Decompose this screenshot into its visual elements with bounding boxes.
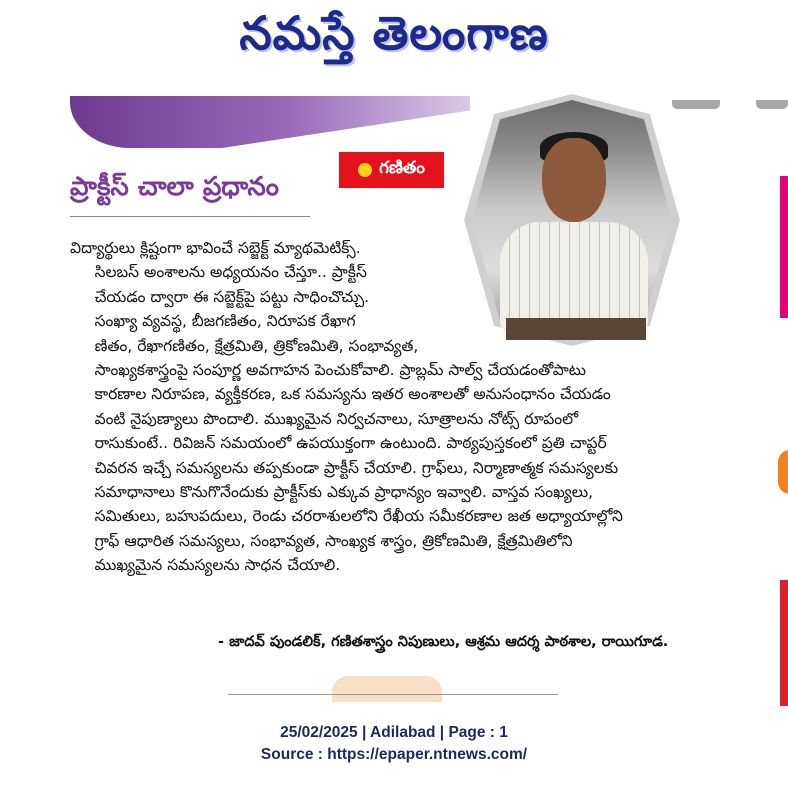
tag-dot-icon bbox=[358, 163, 372, 177]
footer-date-edition: 25/02/2025 | Adilabad | Page : 1 bbox=[280, 724, 508, 741]
article-body-line: చేయడం ద్వారా ఈ సబ్జెక్ట్‌పై పట్టు సాధించొచ్చు. bbox=[70, 287, 370, 306]
decorative-swoosh bbox=[70, 96, 470, 148]
adjacent-article-edge bbox=[780, 580, 788, 706]
bottom-divider bbox=[228, 694, 558, 695]
article-body-line: విద్యార్థులు క్లిష్టంగా భావించే సబ్జెక్ట్ మ్యాథమెటిక్స్. bbox=[70, 239, 361, 257]
article-body-line: సమాధానాలు కొనుగొనేందుకు ప్రాక్టీస్‌కు ఎక్కువ ప్రాధాన్యం ఇవ్వాలి. వాస్తవ సంఖ్యలు, bbox=[70, 483, 593, 502]
article-body-line: సంఖ్యా వ్యవస్థ, బీజగణితం, నిరూపక రేఖాగ bbox=[70, 312, 356, 331]
article-body bbox=[70, 236, 750, 578]
article-body-line: రాసుకుంటే.. రివిజన్ సమయంలో ఉపయుక్తంగా ఉంటుంది. పాఠ్యపుస్తకంలో ప్రతి చాప్టర్ bbox=[70, 434, 607, 453]
decorative-tab bbox=[756, 100, 788, 109]
article-body-line: గ్రాఫ్ ఆధారిత సమస్యలు, సంభావ్యత, సాంఖ్యక శాస్త్రం, త్రికోణమితి, క్షేత్రమితిలోని bbox=[70, 531, 573, 550]
author-photo-face bbox=[542, 138, 606, 222]
article-body-line: చివరన ఇచ్చే సమస్యలను తప్పకుండా ప్రాక్టీస్ చేయాలి. గ్రాఫ్‌లు, నిర్మాణాత్మక సమస్యలకు bbox=[70, 458, 619, 477]
footer-source: Source : https://epaper.ntnews.com/ bbox=[260, 746, 528, 763]
article-headline: ప్రాక్టీస్ చాలా ప్రధానం bbox=[70, 172, 279, 202]
decorative-tab bbox=[672, 100, 720, 109]
decorative-ornament bbox=[332, 676, 442, 702]
article-body-line: ముఖ్యమైన సమస్యలను సాధన చేయాలి. bbox=[70, 556, 341, 575]
adjacent-article-edge bbox=[780, 176, 788, 318]
headline-divider bbox=[70, 216, 310, 217]
page-footer bbox=[0, 722, 788, 766]
masthead bbox=[0, 0, 788, 76]
article-body-line: వంటి నైపుణ్యాలు పొందాలి. ముఖ్యమైన నిర్వచనాలు, సూత్రాలను నోట్స్ రూపంలో bbox=[70, 409, 579, 428]
adjacent-article-edge bbox=[778, 450, 788, 494]
article-byline: - జాదవ్ పుండలిక్, గణితశాస్త్రం నిపుణులు, ఆశ్రమ ఆదర్శ పాఠశాల, రాయిగూడ. bbox=[218, 634, 669, 650]
article-body-line: కారణాల నిరూపణ, వ్యక్తీకరణ, ఒక సమస్యను ఇతర అంశాలతో అనుసంధానం చేయడం bbox=[70, 385, 611, 404]
article-body-line: సాంఖ్యకశాస్త్రంపై సంపూర్ణ అవగాహన పెంచుకోవాలి. ప్రాబ్లమ్ సాల్వ్ చేయడంతోపాటు bbox=[70, 361, 587, 380]
section-tag-label: గణితం bbox=[379, 158, 425, 178]
section-tag bbox=[339, 152, 444, 188]
masthead-title: నమస్తే తెలంగాణ bbox=[239, 6, 549, 60]
article-body-line: ణితం, రేఖాగణితం, క్షేత్రమితి, త్రికోణమితి, సంభావ్యత, bbox=[70, 336, 419, 355]
article-body-line: సమితులు, బహుపదులు, రెండు చరరాశులలోని రేఖీయ సమీకరణాల జత అధ్యాయాల్లోని bbox=[70, 507, 623, 526]
article-body-line: సిలబస్ అంశాలను అధ్యయనం చేస్తూ.. ప్రాక్టీస్ bbox=[70, 263, 367, 282]
